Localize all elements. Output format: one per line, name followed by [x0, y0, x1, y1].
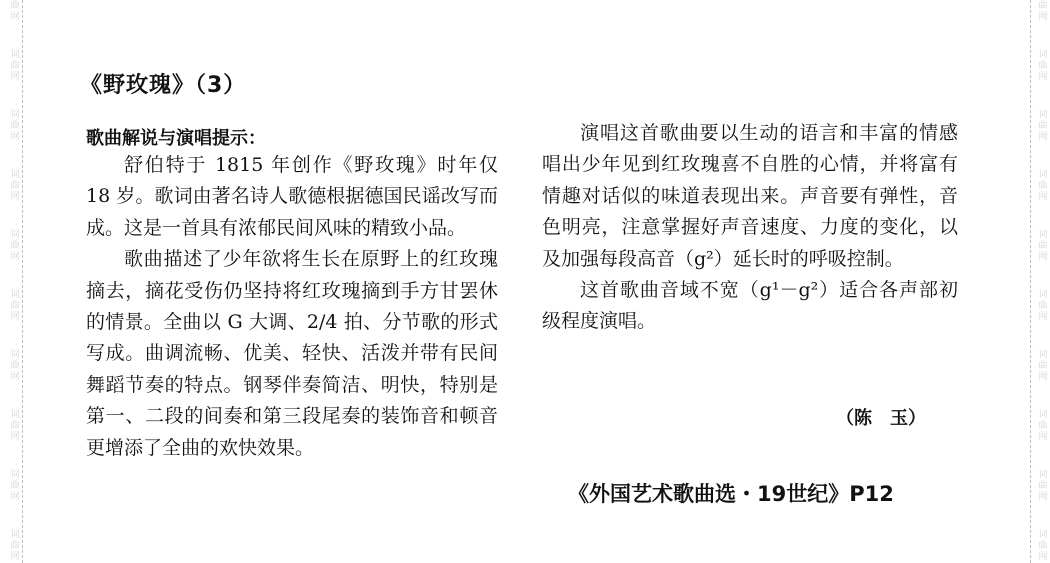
paragraph: 这首歌曲音域不宽（g¹－g²）适合各声部初级程度演唱。 — [542, 279, 958, 333]
watermark-mark: 词 曲 网 — [10, 170, 20, 202]
right-margin-line — [1030, 0, 1031, 563]
paragraph: 歌曲描述了少年欲将生长在原野上的红玫瑰摘去，摘花受伤仍坚持将红玫瑰摘到手方甘罢休的情景。全曲以 G 大调、2/4 拍、分节歌的形式写成。曲调流畅、优美、轻快、活泼并带有民间舞蹈节奏的特点。钢琴伴奏简洁、明快，特别是第一、二段的间奏和第三段尾奏的装饰音和顿音更增添了全曲的欢快效果。 — [86, 248, 498, 459]
watermark-mark: 词 曲 网 — [1038, 470, 1048, 502]
watermark-mark: 词 曲 网 — [10, 410, 20, 442]
watermark-mark: 词 曲 网 — [1038, 50, 1048, 82]
watermark-mark: 词 曲 网 — [1038, 530, 1048, 562]
watermark-mark: 词 曲 网 — [1038, 290, 1048, 322]
watermark-mark: 词 曲 网 — [1038, 230, 1048, 262]
watermark-mark: 词 曲 网 — [10, 530, 20, 562]
watermark-mark: 词 曲 网 — [10, 470, 20, 502]
page-title: 《野玫瑰》（3） — [80, 73, 247, 98]
watermark-mark: 词 曲 网 — [1038, 350, 1048, 382]
paragraph: 演唱这首歌曲要以生动的语言和丰富的情感唱出少年见到红玫瑰喜不自胜的心情，并将富有情趣对话似的味道表现出来。声音要有弹性，音色明亮，注意掌握好声音速度、力度的变化，以及加强每段高音（g²）延长时的呼吸控制。 — [542, 122, 958, 270]
watermark-mark: 词 曲 网 — [10, 230, 20, 262]
section-heading: 歌曲解说与演唱提示： — [86, 128, 266, 149]
watermark-mark: 词 曲 网 — [10, 110, 20, 142]
paragraph: 舒伯特于 1815 年创作《野玫瑰》时年仅 18 岁。歌词由著名诗人歌德根据德国民谣改写而成。这是一首具有浓郁民间风味的精致小品。 — [86, 154, 498, 239]
right-column — [542, 118, 958, 338]
left-margin-line — [22, 0, 23, 563]
watermark-mark: 曲 网 — [10, 1, 20, 22]
watermark-mark: 曲 网 — [1038, 1, 1048, 22]
watermark-mark: 词 曲 网 — [1038, 110, 1048, 142]
source-citation: 《外国艺术歌曲选・19世纪》P12 — [568, 482, 894, 506]
watermark-mark: 词 曲 网 — [10, 50, 20, 82]
watermark-mark: 词 曲 网 — [10, 290, 20, 322]
watermark-mark: 词 曲 网 — [1038, 410, 1048, 442]
watermark-mark: 词 曲 网 — [1038, 170, 1048, 202]
watermark-mark: 词 曲 网 — [10, 350, 20, 382]
author-credit: （陈 玉） — [836, 408, 926, 429]
left-column — [86, 150, 498, 464]
